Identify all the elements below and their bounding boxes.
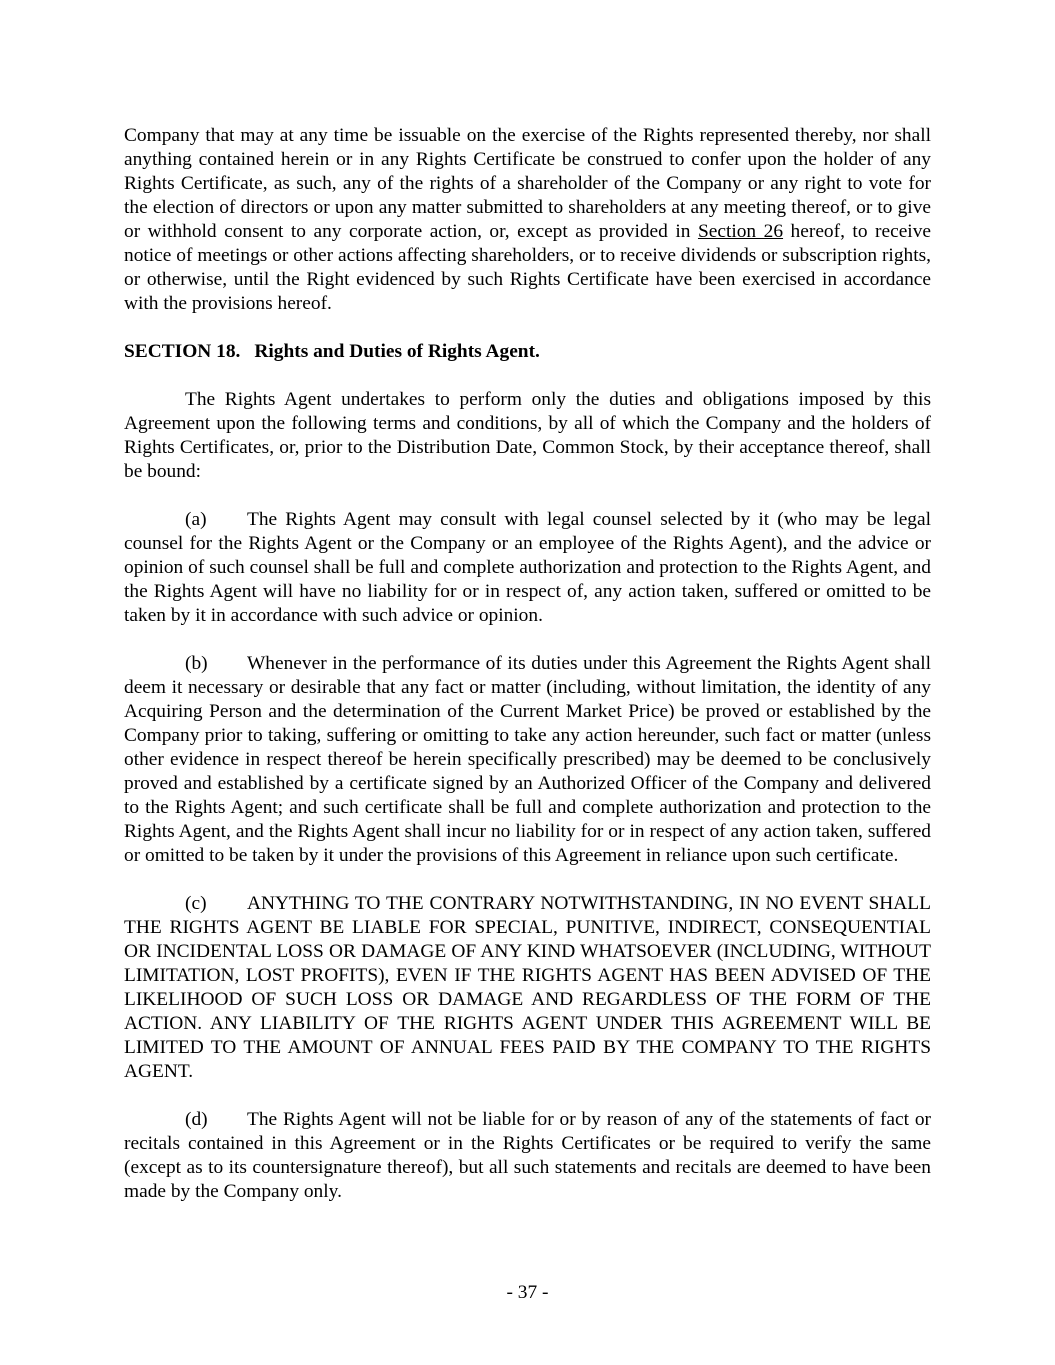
clause-a-text: The Rights Agent may consult with legal counsel selected by it (who may be legal counsel for the Rights Agent or the Company or an employee of the Rights Agent), and the advice or opinion of such counsel shall be full and complete authorization and protection to the Rights Agent, and the Rights Agent will have no liability for or in respect of, any action taken, suffered or omitted to be taken by it in accordance with such advice or opinion. bbox=[124, 509, 931, 626]
clause-c-text: ANYTHING TO THE CONTRARY NOTWITHSTANDING, IN NO EVENT SHALL THE RIGHTS AGENT BE LIABLE FOR SPECIAL, PUNITIVE, INDIRECT, CONSEQUENTIAL OR INCIDENTAL LOSS OR DAMAGE OF ANY KIND WHATSOEVER (INCLUDING, WITHOUT LIMITATION, LOST PROFITS), EVEN IF THE RIGHTS AGENT HAS BEEN ADVISED OF THE LIKELIHOOD OF SUCH LOSS OR DAMAGE AND REGARDLESS OF THE FORM OF THE ACTION. ANY LIABILITY OF THE RIGHTS AGENT UNDER THIS AGREEMENT WILL BE LIMITED TO THE AMOUNT OF ANNUAL FEES PAID BY THE COMPANY TO THE RIGHTS AGENT. bbox=[124, 893, 931, 1082]
section-heading bbox=[124, 340, 931, 364]
continuation-paragraph bbox=[124, 124, 931, 316]
clause-c bbox=[124, 892, 931, 1084]
intro-paragraph: The Rights Agent undertakes to perform only the duties and obligations imposed by this Agreement upon the following terms and conditions, by all of which the Company and the holders of Rights Certificates, or, prior to the Distribution Date, Common Stock, by their acceptance thereof, shall be bound: bbox=[124, 389, 931, 482]
section-title: Rights and Duties of Rights Agent. bbox=[254, 341, 540, 362]
section-26-reference: Section 26 bbox=[697, 221, 784, 242]
clause-a-marker: (a) bbox=[185, 509, 207, 530]
page-number: - 37 - bbox=[506, 1282, 549, 1303]
clause-b-text: Whenever in the performance of its duties under this Agreement the Rights Agent shall deem it necessary or desirable that any fact or matter (including, without limitation, the identity of any Acquiring Person and the determination of the Current Market Price) be proved or established by the Company prior to taking, suffering or omitting to take any action hereunder, such fact or matter (unless other evidence in respect thereof be herein specifically prescribed) may be deemed to be conclusively proved and established by a certificate signed by an Authorized Officer of the Company and delivered to the Rights Agent; and such certificate shall be full and complete authorization and protection to the Rights Agent, and the Rights Agent shall incur no liability for or in respect of any action taken, suffered or omitted to be taken by it under the provisions of this Agreement in reliance upon such certificate. bbox=[124, 653, 931, 866]
clause-d-text: The Rights Agent will not be liable for or by reason of any of the statements of fact or recitals contained in this Agreement or in the Rights Certificates or be required to verify the same (except as to its countersignature thereof), but all such statements and recitals are deemed to have been made by the Company only. bbox=[124, 1109, 931, 1202]
document-page bbox=[124, 124, 931, 1204]
clause-b bbox=[124, 652, 931, 868]
clause-c-marker: (c) bbox=[185, 893, 207, 914]
clause-d bbox=[124, 1108, 931, 1204]
continuation-text-2: hereof, to receive notice of meetings or other actions affecting shareholders, or to receive dividends or subscription rights, or otherwise, until the Right evidenced by such Rights Certificate have been exercised in accordance with the provisions hereof. bbox=[124, 221, 931, 314]
clause-d-marker: (d) bbox=[185, 1109, 208, 1130]
continuation-text-1: Company that may at any time be issuable on the exercise of the Rights represented thereby, nor shall anything contained herein or in any Rights Certificate be construed to confer upon the holder of any Rights Certificate, as such, any of the rights of a shareholder of the Company or any right to vote for the election of directors or upon any matter submitted to shareholders at any meeting thereof, or to give or withhold consent to any corporate action, or, except as provided in bbox=[124, 125, 931, 242]
section-number: SECTION 18. bbox=[124, 341, 241, 362]
clause-a bbox=[124, 508, 931, 628]
clause-b-marker: (b) bbox=[185, 653, 208, 674]
